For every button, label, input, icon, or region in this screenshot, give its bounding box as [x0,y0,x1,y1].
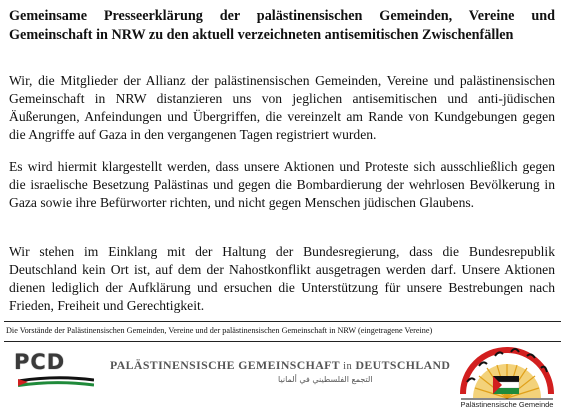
pcd-logo [14,350,102,390]
paragraph-3: Wir stehen im Einklang mit der Haltung der Bundesregierung, dass die Bundesrepublik Deutschland kein Ort ist, auf dem der Nahostkonflikt ausgetragen werden darf. Unsere Aktionen dienen lediglich der Aufklärung und ersuchen die Unterstützung für unsere Bestrebungen nach Frieden, Freiheit und Gerechtigkeit. [9,244,555,313]
organization-name-in: in [343,361,353,372]
organization-name-arabic: التجمع الفلسطيني في ألمانيا [278,375,373,384]
organization-name-country: DEUTSCHLAND [355,358,451,372]
document-title: Gemeinsame Presseerklärung der palästinensischen Gemeinden, Vereine und Gemeinschaft in NRW zu den aktuell verzeichneten antisemitischen Zwischenfällen [9,8,555,43]
emblem-icon [455,336,559,402]
divider-top [4,321,561,322]
palestinian-community-emblem [455,336,559,412]
paragraph-2: Es wird hiermit klargestellt werden, dass unsere Aktionen und Proteste sich ausschließlich gegen die israelische Besetzung Palästinas und gegen die Bombardierung der wehrlosen Bevölkerung in Gaza sowie ihre Befürworter richten, und nicht gegen Menschen jüdischen Glaubens. [9,159,555,210]
organization-name [110,358,450,373]
board-signature-line: Die Vorstände der Palästinensischen Gemeinden, Vereine und der palästinensischen Gemeinschaft in NRW (eingetragene Vereine) [6,326,433,335]
pcd-flag-stripes-icon [18,375,94,387]
organization-name-caps: PALÄSTINENSISCHE GEMEINSCHAFT [110,358,340,372]
paragraph-1: Wir, die Mitglieder der Allianz der palästinensischen Gemeinden, Vereine und palästinensischen Gemeinschaft in NRW distanzieren uns von jeglichen antisemitischen und anti-jüdischen Äußerungen, Anfeindungen und Übergriffen, die vereinzelt am Rande von Kundgebungen gegen die Angriffe auf Gaza in den vergangenen Tagen registriert wurden. [9,73,555,142]
pcd-logo-text: PCD [14,350,66,374]
emblem-caption: Palästinensische Gemeinde [460,400,554,409]
